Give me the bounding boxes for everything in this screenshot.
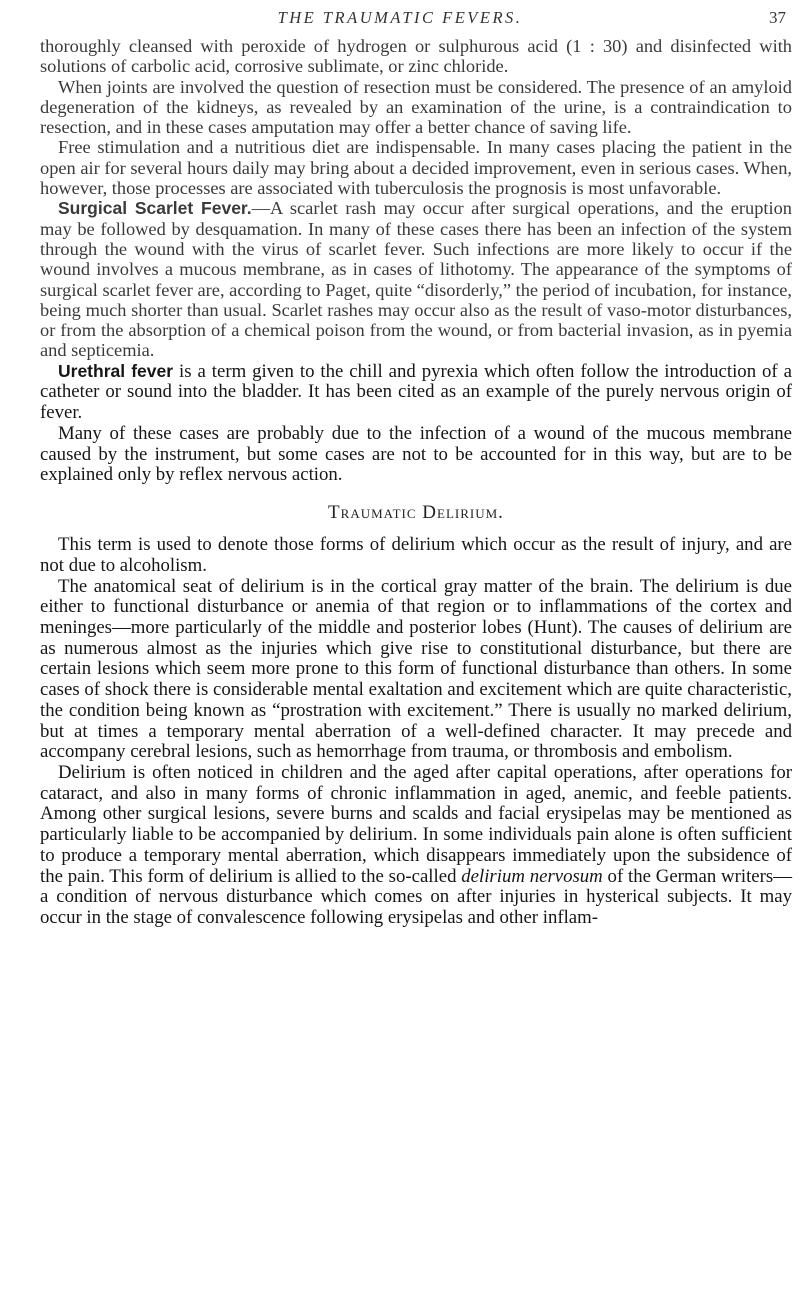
- italic-term: delirium nervosum: [461, 865, 603, 887]
- paragraph-stimulation-diet: Free stimulation and a nutritious diet are indispensable. In many cases placing the patient in the open air for several hours daily may bring about a decided improvement, even in serious cases. When, however, those processes are associated with tuberculosis the prognosis is most unfavorable.: [40, 137, 792, 199]
- paragraph-delirium-children-aged: [40, 763, 792, 929]
- paragraph-text: of the German writers—a condition of nervous disturbance which comes on after injuries in hysterical subjects. It may occur in the stage of convalescence following erysipelas and other inflam-: [40, 865, 792, 928]
- run-in-heading-surgical-scarlet-fever: Surgical Scarlet Fever.: [58, 198, 252, 219]
- page-header: [0, 8, 800, 32]
- page-number: 37: [769, 8, 786, 27]
- paragraph-joints-resection: When joints are involved the question of resection must be considered. The presence of an amyloid degeneration of the kidneys, as revealed by an examination of the urine, is a contraindication to resection, and in these cases amputation may offer a better chance of saving life.: [40, 76, 792, 138]
- running-title: THE TRAUMATIC FEVERS.: [277, 8, 523, 27]
- paragraph-surgical-scarlet-fever: [40, 198, 792, 360]
- paragraph-urethral-fever: [40, 361, 792, 424]
- paragraph-text: Delirium is often noticed in children and the aged after capital operations, after operations for cataract, and also in many forms of chronic inflammation in aged, anemic, and feeble patients. Among other surgical lesions, severe burns and scalds and facial erysipelas may be mentioned as particularly liable to be accompanied by delirium. In some individuals pain alone is often sufficient to produce a temporary mental aberration, which disappears immediately upon the subsidence of the pain. This form of delirium is allied to the so-called: [40, 762, 792, 887]
- page-body: [40, 36, 792, 929]
- paragraph-urethral-cases: Many of these cases are probably due to the infection of a wound of the mucous membrane caused by the instrument, but some cases are not to be accounted for in this way, but are to be explained only by reflex nervous action.: [40, 422, 792, 486]
- paragraph-delirium-definition: This term is used to denote those forms of delirium which occur as the result of injury, and are not due to alcoholism.: [40, 534, 792, 576]
- run-in-heading-urethral-fever: Urethral fever: [58, 360, 174, 381]
- section-heading-traumatic-delirium: Traumatic Delirium.: [328, 501, 504, 523]
- paragraph-delirium-anatomy: The anatomical seat of delirium is in the cortical gray matter of the brain. The delirium is due either to functional disturbance or anemia of that region or to inflammations of the cortex and meninges—more particularly of the middle and posterior lobes (Hunt). The causes of delirium are as numerous almost as the injuries which give rise to constitutional disturbance, but there are certain lesions which seem more prone to this form of functional disturbance than others. In some cases of shock there is considerable mental exaltation and excitement which are quite characteristic, the condition being known as “prostration with excitement.” There is usually no marked delirium, but at times a temporary mental aberration of a well-defined character. It may precede and accompany cerebral lesions, such as hemorrhage from trauma, or thrombosis and embolism.: [40, 575, 792, 763]
- paragraph-continuation: thoroughly cleansed with peroxide of hydrogen or sulphurous acid (1 : 30) and disinfected with solutions of carbolic acid, corrosive sublimate, or zinc chloride.: [40, 36, 792, 77]
- paragraph-text: —A scarlet rash may occur after surgical operations, and the eruption may be followed by desquamation. In many of these cases there has been an infection of the system through the wound with the virus of scarlet fever. Such infections are more likely to occur if the wound involves a mucous membrane, as in cases of lithotomy. The appearance of the symptoms of surgical scarlet fever are, according to Paget, quite “disorderly,” the period of incubation, for instance, being much shorter than usual. Scarlet rashes may occur also as the result of vaso-motor disturbances, or from the absorption of a chemical poison from the wound, or from bacterial invasion, as in pyemia and septicemia.: [40, 198, 793, 361]
- paragraph-text: is a term given to the chill and pyrexia which often follow the introduction of a catheter or sound into the bladder. It has been cited as an example of the purely nervous origin of fever.: [40, 360, 792, 424]
